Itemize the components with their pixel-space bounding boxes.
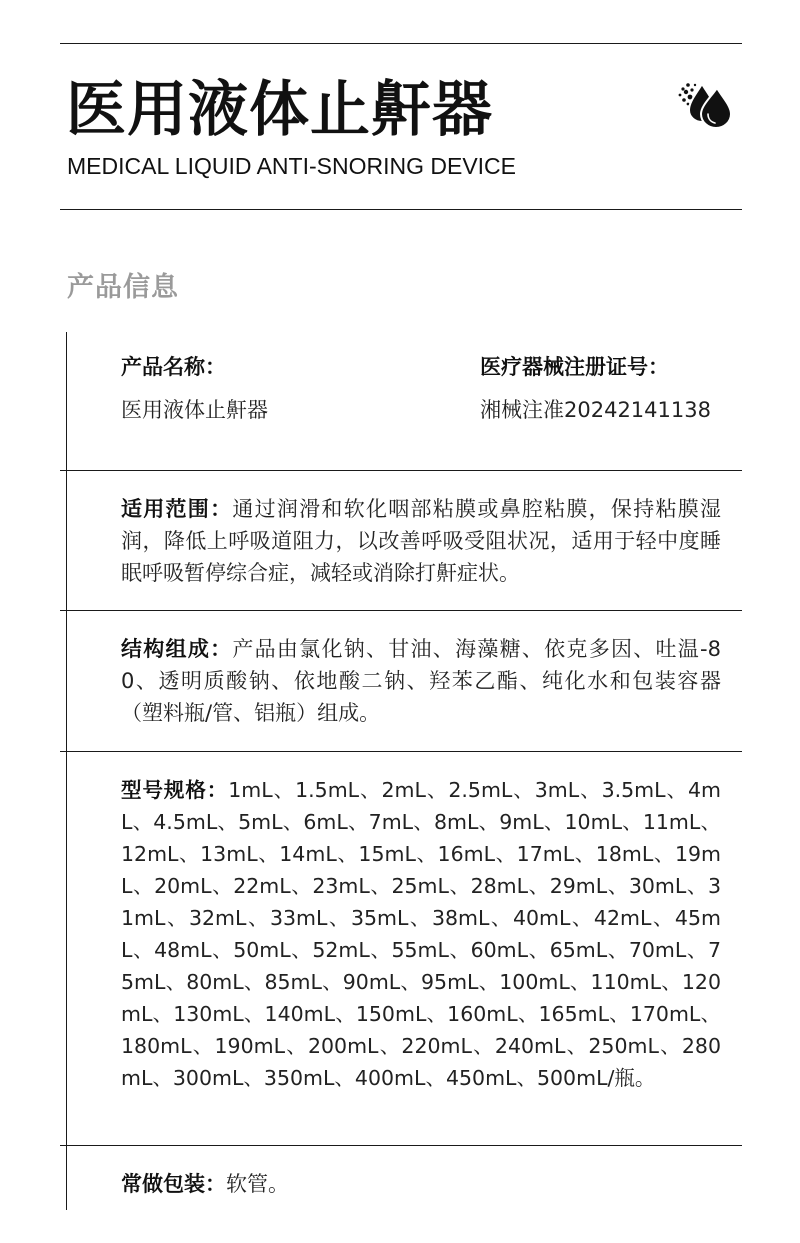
section-title: 产品信息 (67, 272, 179, 303)
scope-text: 通过润滑和软化咽部粘膜或鼻腔粘膜，保持粘膜湿润，降低上呼吸道阻力，以改善呼吸受阻状况，适用于轻中度睡眠呼吸暂停综合症，减轻或消除打鼾症状。 (121, 497, 722, 585)
packaging-text: 软管。 (226, 1172, 289, 1196)
product-name-value: 医用液体止鼾器 (121, 398, 268, 422)
spray-dot (690, 88, 693, 91)
table-left-border (66, 332, 67, 1210)
spray-dot (681, 87, 684, 90)
registration-value: 湘械注准20242141138 (480, 398, 711, 422)
top-rule (60, 43, 742, 44)
specs-text: 1mL、1.5mL、2mL、2.5mL、3mL、3.5mL、4mL、4.5mL、5mL、6mL、7mL、8mL、9mL、10mL、11mL、12mL、13mL、14mL、15mL、16mL、17mL、18mL、19mL、20mL、22mL、23mL、25mL、28mL、29mL、30mL、31mL、32mL、33mL、35mL、38mL、40mL、42mL、45mL、48mL、50mL、52mL、55mL、60mL、65mL、70mL、75mL、80mL、85mL、90mL、95mL、100mL、110mL、120mL、130mL、140mL、150mL、160mL、165mL、170mL、180mL、190mL、200mL、220mL、240mL、250mL、280mL、300mL、350mL、400mL、450mL、500mL/瓶。 (121, 778, 721, 1090)
scope-paragraph (121, 493, 721, 589)
header-bottom-rule (60, 209, 742, 210)
packaging-label: 常做包装： (121, 1172, 226, 1196)
row-divider (60, 610, 742, 611)
row-divider (60, 470, 742, 471)
page-subtitle: MEDICAL LIQUID ANTI-SNORING DEVICE (67, 153, 516, 179)
product-name-label: 产品名称： (121, 355, 226, 379)
composition-label: 结构组成： (121, 637, 233, 661)
droplets-logo-icon (675, 76, 735, 132)
page-title: 医用液体止鼾器 (66, 75, 493, 145)
registration-label: 医疗器械注册证号： (480, 355, 669, 379)
composition-text: 产品由氯化钠、甘油、海藻糖、依克多因、吐温-80、透明质酸钠、依地酸二钠、羟苯乙酯、纯化水和包装容器（塑料瓶/管、铝瓶）组成。 (121, 637, 722, 725)
spray-dot (684, 90, 688, 94)
specs-paragraph (121, 774, 721, 1094)
row-divider (60, 1145, 742, 1146)
row-divider (60, 751, 742, 752)
specs-label: 型号规格： (121, 778, 229, 802)
spray-dot (686, 83, 690, 87)
spray-dot (679, 94, 682, 97)
spray-dot (694, 84, 696, 86)
spray-dot (682, 98, 686, 102)
spray-dot (688, 95, 693, 100)
composition-paragraph (121, 633, 721, 729)
scope-label: 适用范围： (121, 497, 233, 521)
packaging-paragraph (121, 1168, 721, 1200)
